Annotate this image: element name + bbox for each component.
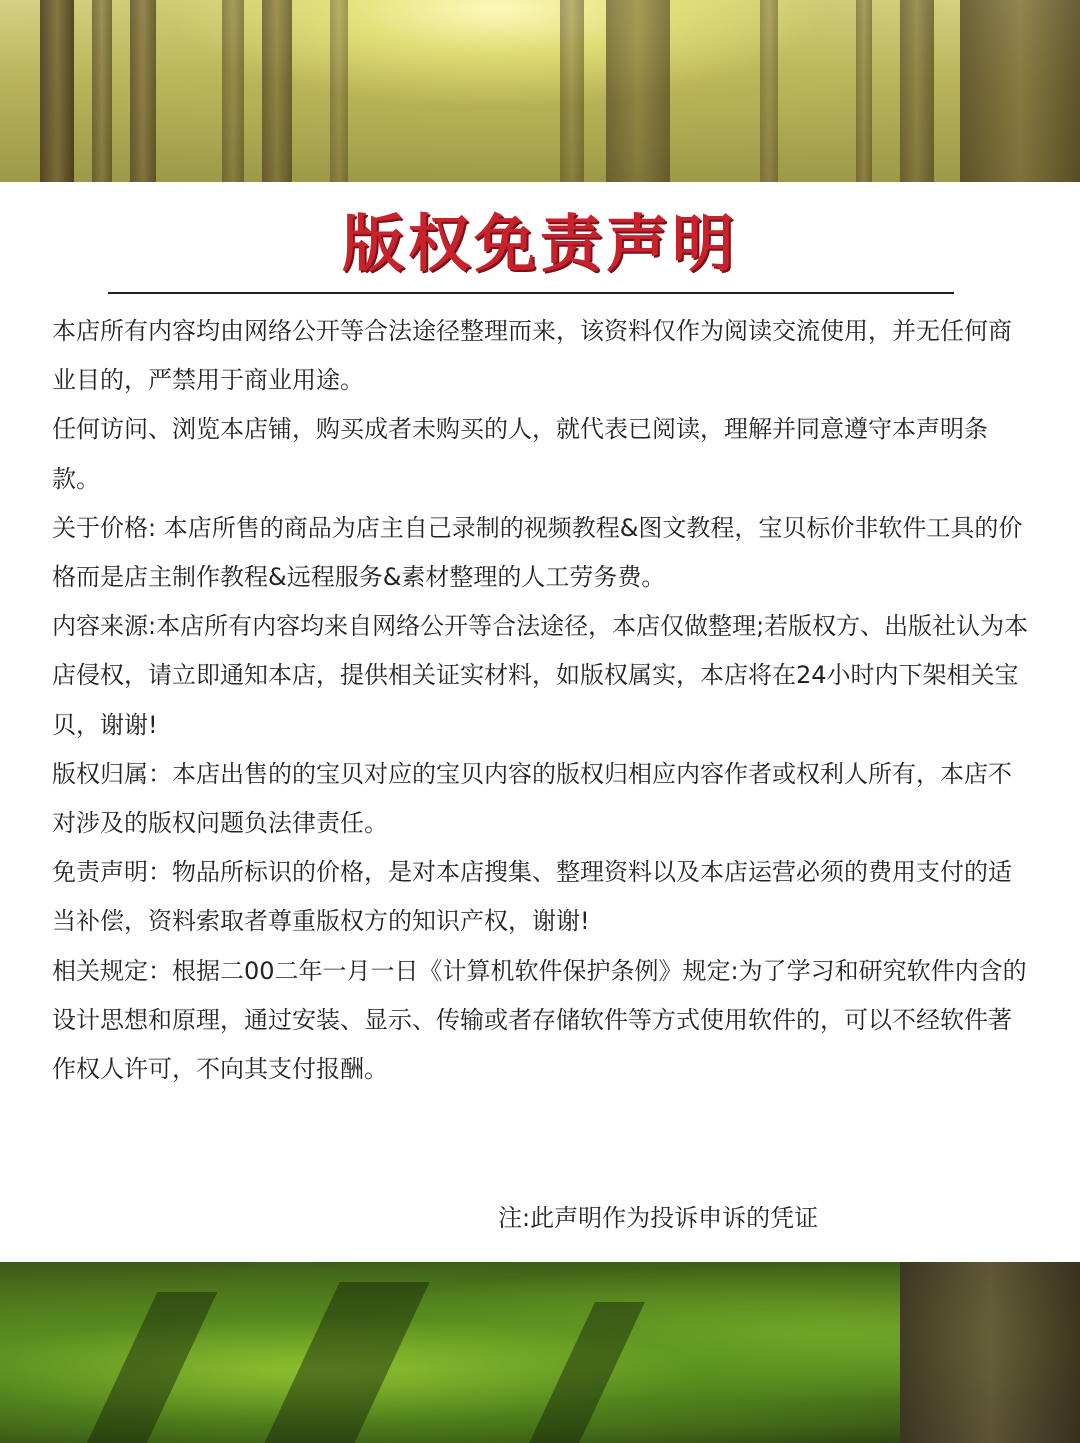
paragraph-regulation: 相关规定：根据二00二年一月一日《计算机软件保护条例》规定:为了学习和研究软件内含的设计思想和原理，通过安装、显示、传输或者存储软件等方式使用软件的，可以不经软件著作权人许可，不向其支付报酬。 — [52, 956, 1027, 1084]
paragraph-ownership: 版权归属：本店出售的的宝贝对应的宝贝内容的版权归相应内容作者或权利人所有，本店不对涉及的版权问题负法律责任。 — [52, 759, 1012, 838]
paragraph-consent: 任何访问、浏览本店铺，购买成者未购买的人，就代表已阅读，理解并同意遵守本声明条款。 — [52, 415, 988, 493]
paragraph-source: 内容来源:本店所有内容均来自网络公开等合法途径，本店仅做整理;若版权方、出版社认为本店侵权，请立即通知本店，提供相关证实材料，如版权属实，本店将在24小时内下架相关宝贝，谢谢! — [52, 612, 1029, 739]
tree-trunk — [900, 0, 934, 182]
tree-trunk — [560, 0, 584, 182]
tree-trunk — [900, 1262, 1080, 1443]
paragraph-price: 关于价格: 本店所售的商品为店主自己录制的视频教程&图文教程，宝贝标价非软件工具的价格而是店主制作教程&远程服务&素材整理的人工劳务费。 — [52, 513, 1023, 592]
page-title: 版权免责声明 — [341, 207, 738, 280]
tree-trunk — [130, 0, 156, 182]
tree-trunk — [856, 0, 872, 182]
tree-shadow — [260, 1282, 429, 1443]
tree-trunk — [760, 0, 778, 182]
forest-banner-bottom — [0, 1262, 1080, 1443]
tree-shadow — [83, 1292, 218, 1443]
tree-trunk — [606, 0, 670, 182]
forest-banner-top — [0, 0, 1080, 182]
tree-trunk — [960, 0, 1080, 182]
title-divider — [108, 292, 954, 294]
tree-shadow — [525, 1302, 645, 1443]
footer-note: 注:此声明作为投诉申诉的凭证 — [498, 1204, 819, 1232]
paragraph-intro: 本店所有内容均由网络公开等合法途径整理而来，该资料仅作为阅读交流使用，并无任何商业目的，严禁用于商业用途。 — [52, 317, 1012, 395]
tree-trunk — [92, 0, 112, 182]
tree-trunk — [262, 0, 292, 182]
disclaimer-card — [0, 182, 1080, 1262]
tree-trunk — [222, 0, 244, 182]
disclaimer-body — [52, 307, 1032, 1094]
tree-trunk — [330, 0, 348, 182]
paragraph-disclaimer: 免责声明：物品所标识的价格，是对本店搜集、整理资料以及本店运营必须的费用支付的适当补偿，资料索取者尊重版权方的知识产权，谢谢! — [52, 858, 1012, 936]
tree-trunk — [40, 0, 74, 182]
